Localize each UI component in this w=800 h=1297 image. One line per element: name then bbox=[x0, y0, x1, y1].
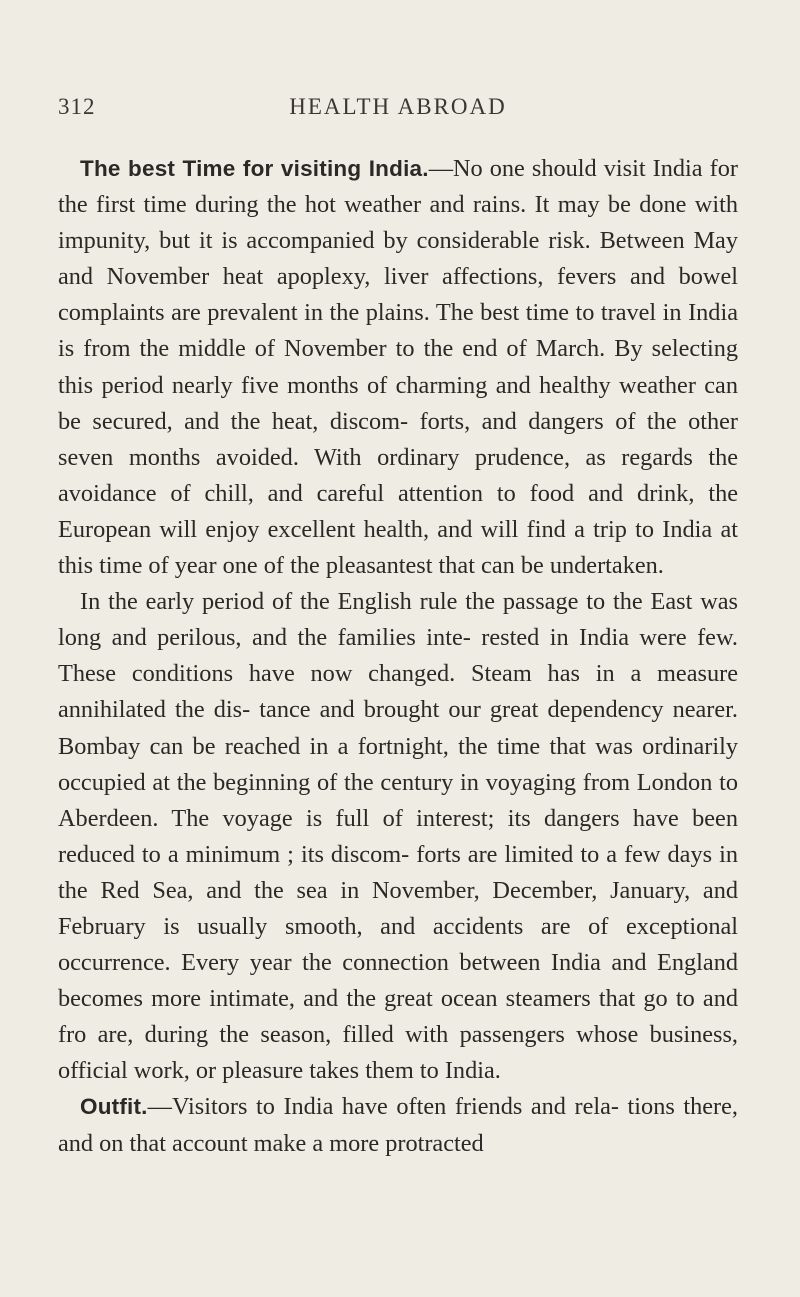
paragraph-text: —Visitors to India have often friends and rela- tions there, and on that account make a more protracted bbox=[58, 1093, 738, 1157]
page-number: 312 bbox=[58, 94, 96, 119]
paragraph-english-rule bbox=[58, 584, 738, 1089]
paragraph-text: —No one should visit India for the first time during the hot weather and rains. It may be done with impunity, but it is accompanied by considerable risk. Between May and November heat apoplexy, liver affections, fevers and bowel complaints are prevalent in the plains. The best time to travel in India is from the middle of November to the end of March. By selecting this period nearly five months of charming and healthy weather can be secured, and the heat, discom- forts, and dangers of the other seven months avoided. With ordinary prudence, as regards the avoidance of chill, and careful attention to food and drink, the European will enjoy excellent health, and will find a trip to India at this time of year one of the pleasantest that can be undertaken. bbox=[58, 155, 738, 580]
paragraph-text: In the early period of the English rule the passage to the East was long and perilous, and the families inte- rested in India were few. These conditions have now changed. Steam has in a measure annihilated the dis- tance and brought our great dependency nearer. Bombay can be reached in a fortnight, the time that was ordinarily occupied at the beginning of the century in voyaging from London to Aberdeen. The voyage is full of interest; its dangers have been reduced to a minimum ; its discom- forts are limited to a few days in the Red Sea, and the sea in November, December, January, and February is usually smooth, and accidents are of exceptional occurrence. Every year the connection between India and England becomes more intimate, and the great ocean steamers that go to and fro are, during the season, filled with passengers whose business, official work, or pleasure takes them to India. bbox=[58, 588, 738, 1085]
running-head-title: HEALTH ABROAD bbox=[289, 94, 507, 119]
section-heading-outfit: Outfit. bbox=[80, 1094, 148, 1120]
running-head bbox=[58, 94, 738, 124]
paragraph-best-time bbox=[58, 151, 738, 584]
section-heading-best-time: The best Time for visiting India. bbox=[80, 156, 429, 181]
paragraph-outfit bbox=[58, 1089, 738, 1161]
body-text bbox=[58, 151, 738, 1162]
